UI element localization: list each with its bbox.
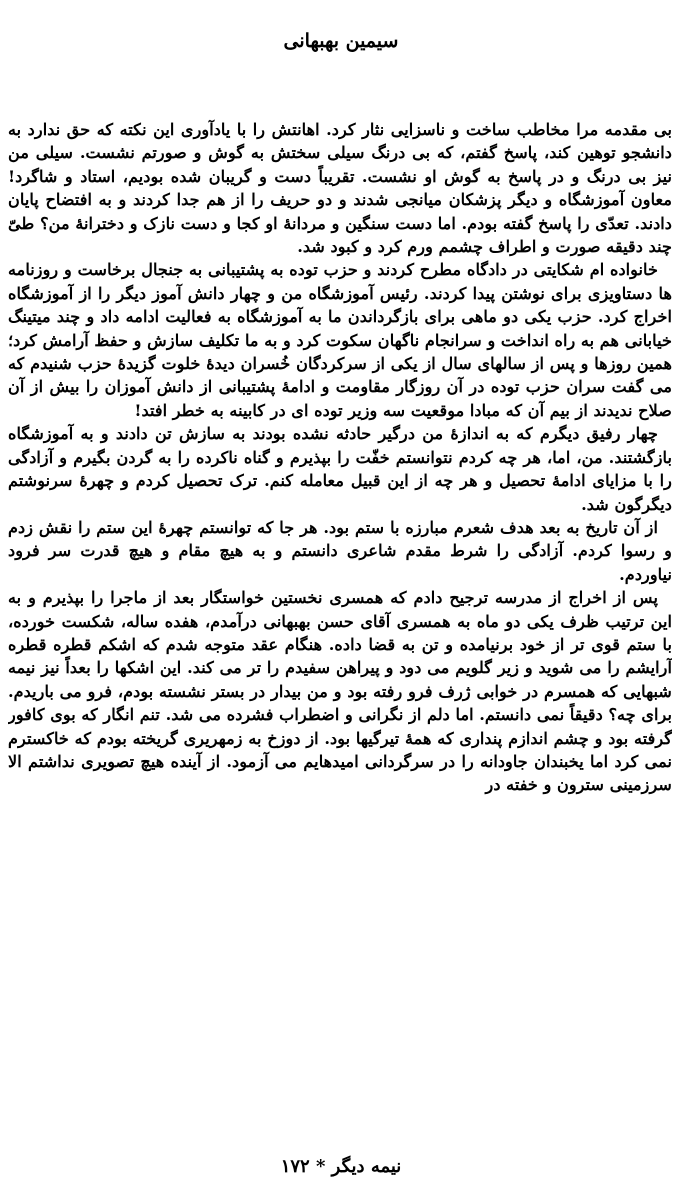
paragraph-2: خانواده ام شکایتی در دادگاه مطرح کردند و حزب توده به پشتیبانی به جنجال برخاست و روزنامه ها دستاویزی برای نوشتن پیدا کردند. رئیس آموزشگاه من و چهار دانش آموز دیگر را از آموزشگاه اخراج کرد. حزب یکی دو ماهی برای بازگرداندن ما به آموزشگاه به فعالیت ادامه داد و چند میتینگ خیابانی هم به راه انداخت و سرانجام ناگهان سکوت کرد و به ما تکلیف سازش و حفظ آرامش کرد؛ همین روزها و پس از سالهای سال از یکی از سرکردگان خُسران دیدهٔ خلوت گزیدهٔ حزب شنیدم که می گفت سران حزب توده در آن روزگار مقاومت و ادامهٔ پشتیبانی از دانش آموزان را بیش از آن صلاح ندیدند از بیم آن که مبادا موقعیت سه وزیر توده ای در کابینه به خطر افتد! bbox=[8, 260, 672, 420]
running-header: سیمین بهبهانی bbox=[283, 30, 399, 52]
paragraph-1: بی مقدمه مرا مخاطب ساخت و ناسزایی نثار کرد. اهانتش را با یادآوری این نکته که حق ندارد به دانشجو توهین کند، پاسخ گفتم، که بی درنگ سیلی سختش به گوش و صورتم نشست. سیلی من نیز بی درنگ و در پاسخ به گوش او نشست. تقریباً دست و گریبان شده بودیم، استاد و شاگرد! معاون آموزشگاه و دیگر پزشکان میانجی شدند و دو حریف را از هم جدا کردند و به افتضاح پایان دادند. تعدّی را پاسخ گفته بودم. اما دست سنگین و مردانهٔ او کجا و دست نازک و دخترانهٔ من؟ طیّ چند دقیقه صورت و اطراف چشمم ورم کرد و کبود شد. bbox=[8, 120, 672, 257]
body-text bbox=[8, 118, 672, 1128]
paragraph-4: از آن تاریخ به بعد هدف شعرم مبارزه با ستم بود. هر جا که توانستم چهرهٔ این ستم را نقش زدم و رسوا کردم. آزادگی را شرط مقدم شاعری دانستم و به هیچ مقام و هیچ قدرت سر فرود نیاوردم. bbox=[8, 517, 672, 584]
paragraph-3: چهار رفیق دیگرم که به اندازهٔ من درگیر حادثه نشده بودند به سازش تن دادند و به آموزشگاه بازگشتند. من، اما، هر چه کردم نتوانستم خفّت را بپذیرم و گناه ناکرده را به گردن بگیرم و آزادگی را با مزایای ادامهٔ تحصیل و هر چه از این قبیل معامله کنم. ترک تحصیل کردم و چهرهٔ سرنوشتم دیگرگون شد. bbox=[8, 424, 672, 514]
page-footer: نیمه دیگر * ۱۷۲ bbox=[280, 1156, 402, 1177]
paragraph-5: پس از اخراج از مدرسه ترجیح دادم که همسری نخستین خواستگار بعد از ماجرا را بپذیرم و به این ترتیب ظرف یکی دو ماه به همسری آقای حسن بهبهانی درآمدم، هفده ساله، شکست خورده، با ستم قوی تر از خود برنیامده و تن به قضا داده. هنگام عقد متوجه شدم که اشکم قطره قطره آرایشم را می شوید و زیر گلویم می دود و پیراهن سفیدم را تر می کند. این اشکها را بعداً نیز نیمه شبهایی که همسرم در خوابی ژرف فرو رفته بود و من بیدار در بستر نشسته بودم، فرو می باریدم. برای چه؟ دقیقاً نمی دانستم. اما دلم از نگرانی و اضطراب فشرده می شد. تنم انگار که بوی کافور گرفته بود و چشم اندازم پنداری که همهٔ تیرگیها بود. از دوزخ به زمهریری گریخته بودم که خاکسترم نمی کرد اما یخبندان جاودانه را در سرگردانی امیدهایم می آزمود. از آینده هیچ تصویری نداشتم الا سرزمینی سترون و خفته در bbox=[8, 588, 672, 795]
